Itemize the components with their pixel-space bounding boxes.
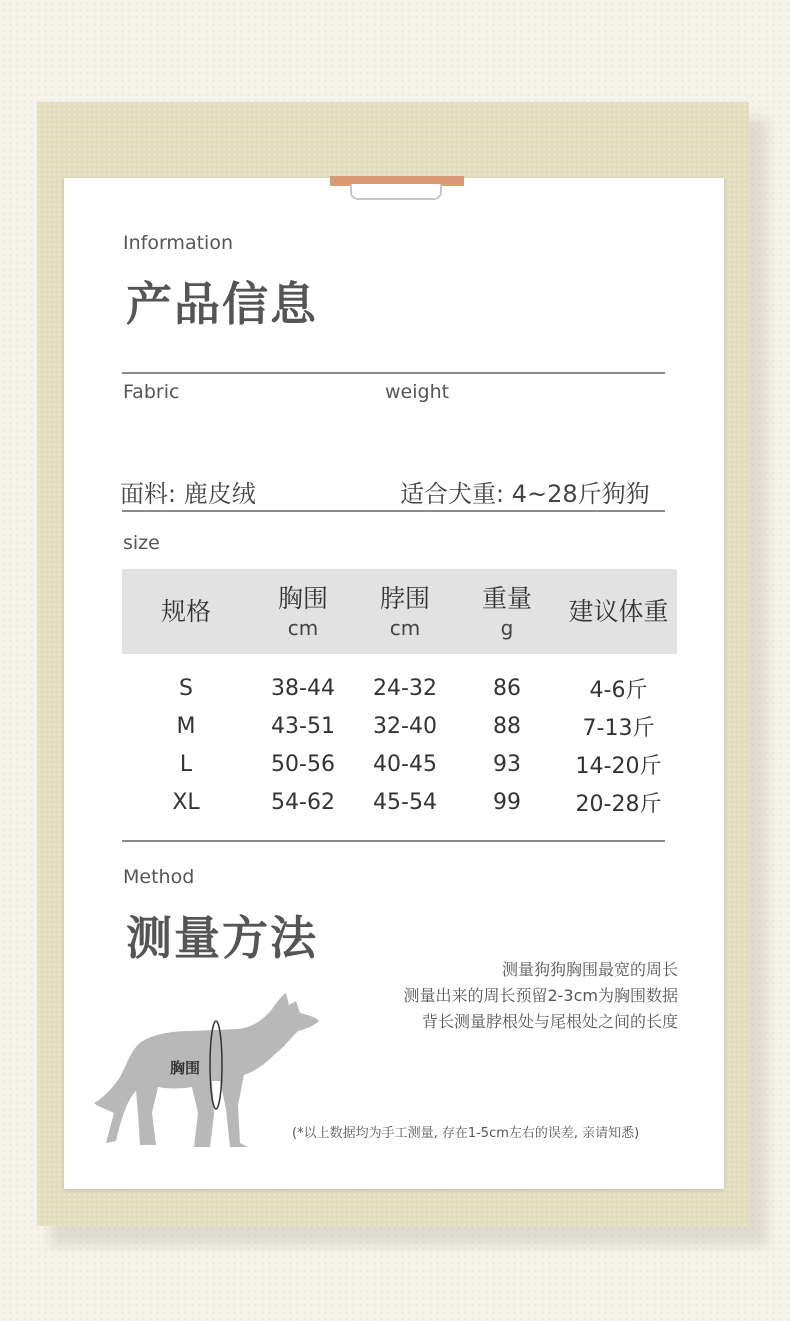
fabric-material: 面料: 鹿皮绒 [120,480,256,508]
table-cell: 88 [493,713,521,739]
table-row [122,669,677,707]
table-cell: 4-6斤 [589,677,648,703]
table-row [122,783,677,821]
header-main: 胸围 [277,583,328,613]
size-table [122,569,677,821]
table-cell: 24-32 [373,675,437,701]
note-line: 测量狗狗胸围最宽的周长 [501,960,678,979]
header-main: 建议体重 [568,596,669,626]
header-cell [356,583,454,641]
header-unit: cm [287,615,319,640]
dog-silhouette [94,993,319,1147]
header-main: 规格 [160,596,211,626]
note-line: 背长测量脖根处与尾根处之间的长度 [421,1012,678,1031]
size-table-body [122,654,677,821]
weight-label: weight [385,381,450,403]
header-unit: cm [389,615,421,640]
table-cell: XL [172,789,200,815]
header-main: 重量 [481,583,532,613]
table-cell: 86 [493,675,521,701]
header-cell [122,596,250,628]
table-row [122,745,677,783]
table-cell: 43-51 [271,713,335,739]
method-label: Method [123,866,195,888]
fabric-label: Fabric [123,381,180,403]
table-cell: 20-28斤 [575,791,662,817]
table-cell: 38-44 [271,675,335,701]
size-table-header [122,569,677,654]
table-cell: 14-20斤 [575,753,662,779]
table-cell: 50-56 [271,751,335,777]
table-cell: 40-45 [373,751,437,777]
header-cell [560,596,677,628]
method-notes [403,957,678,1035]
header-cell [250,583,356,641]
table-cell: S [179,675,193,701]
table-cell: 54-62 [271,789,335,815]
information-label: Information [123,232,233,254]
table-cell: L [179,751,193,777]
fit-weight: 适合犬重: 4~28斤狗狗 [400,480,650,508]
divider [122,840,665,842]
header-main: 脖围 [379,583,430,613]
paper-clip-loop [350,184,442,200]
header-unit: g [500,615,514,640]
table-cell: M [176,713,196,739]
note-line: 测量出来的周长预留2-3cm为胸围数据 [403,986,678,1005]
chest-label: 胸围 [170,1059,201,1077]
table-cell: 99 [493,789,521,815]
disclaimer: (*以上数据均为手工测量, 存在1-5cm左右的误差, 亲请知悉) [292,1126,640,1141]
header-cell [454,583,560,641]
table-cell: 93 [493,751,521,777]
product-info-title: 产品信息 [126,277,318,331]
divider [122,510,665,512]
divider [122,372,665,374]
measure-method-title: 测量方法 [126,911,318,965]
table-cell: 7-13斤 [582,715,655,741]
table-cell: 45-54 [373,789,437,815]
table-row [122,707,677,745]
table-cell: 32-40 [373,713,437,739]
size-label: size [123,532,160,554]
